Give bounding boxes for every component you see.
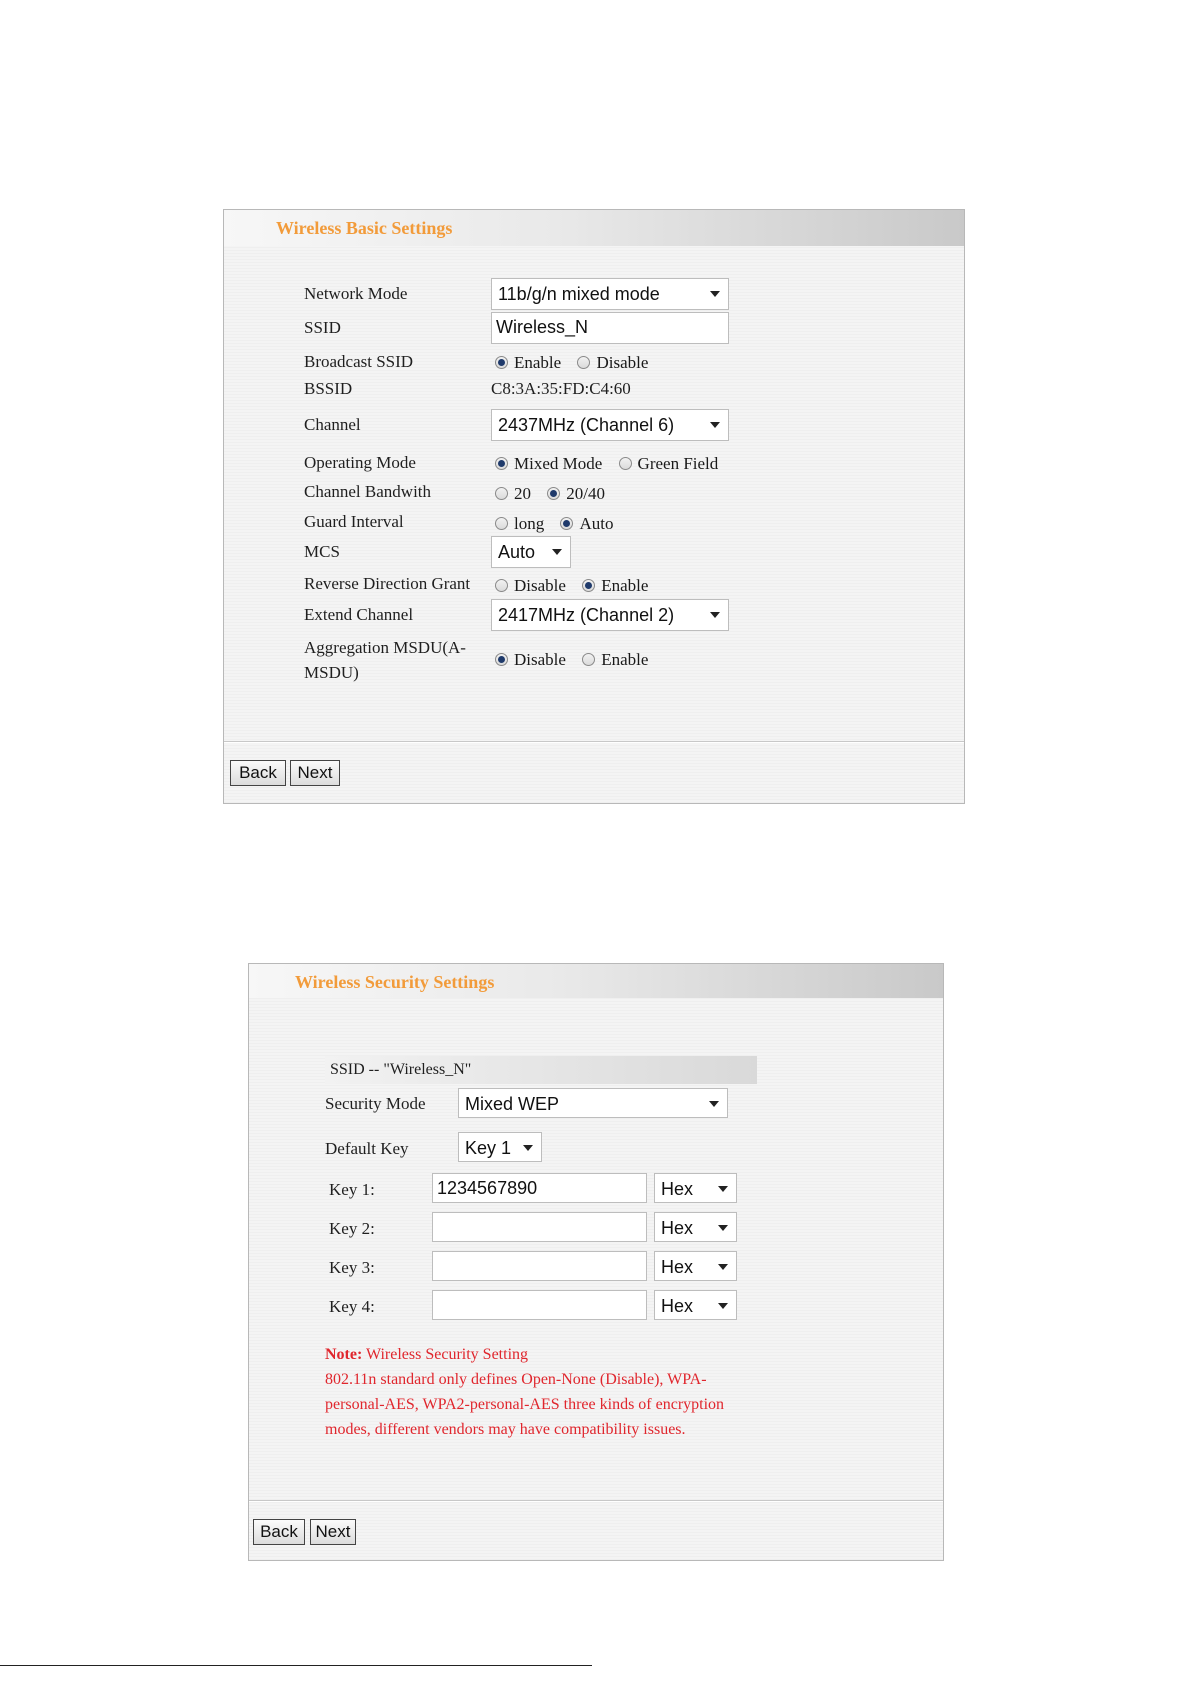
key4-input[interactable] <box>432 1290 647 1320</box>
chevron-down-icon <box>552 549 562 555</box>
network-mode-select[interactable] <box>491 278 729 310</box>
key4-label: Key 4: <box>329 1297 375 1316</box>
network-mode-label: Network Mode <box>304 284 408 303</box>
extend-channel-select[interactable] <box>491 599 729 631</box>
aggregation-msdu-label-line2: MSDU) <box>304 663 359 682</box>
channel-bandwidth-radio-group <box>495 484 617 504</box>
key1-format-value: Hex <box>661 1179 694 1199</box>
radio-icon[interactable] <box>495 487 508 500</box>
aggregation-disable-option[interactable] <box>495 650 566 670</box>
radio-selected-icon[interactable] <box>560 517 573 530</box>
radio-selected-icon[interactable] <box>495 457 508 470</box>
channel-bandwidth-label: Channel Bandwith <box>304 482 432 501</box>
radio-icon[interactable] <box>619 457 632 470</box>
broadcast-ssid-radio-group <box>495 353 660 373</box>
chevron-down-icon <box>718 1303 728 1309</box>
guard-interval-long-option[interactable] <box>495 514 544 534</box>
wireless-security-settings-panel <box>248 963 944 1561</box>
chevron-down-icon <box>710 291 720 297</box>
option-label: Disable <box>596 353 649 372</box>
bssid-value: C8:3A:35:FD:C4:60 <box>491 379 631 398</box>
next-button[interactable]: Next <box>310 1519 356 1545</box>
key2-input[interactable] <box>432 1212 647 1242</box>
note-label: Note: <box>325 1346 363 1363</box>
option-label: Enable <box>601 576 649 595</box>
note-heading: Wireless Security Setting <box>362 1346 529 1363</box>
radio-selected-icon[interactable] <box>495 653 508 666</box>
extend-channel-label: Extend Channel <box>304 605 414 624</box>
option-label: Enable <box>601 650 649 669</box>
key4-format-select[interactable] <box>654 1290 737 1320</box>
security-mode-value: Mixed WEP <box>465 1094 560 1114</box>
operating-mode-label: Operating Mode <box>304 453 416 472</box>
option-label: 20 <box>514 484 531 503</box>
security-mode-select[interactable] <box>458 1088 728 1118</box>
reverse-direction-grant-radio-group <box>495 576 660 596</box>
guard-interval-radio-group <box>495 514 625 534</box>
panel-title: Wireless Security Settings <box>295 972 495 992</box>
option-label: Enable <box>514 353 562 372</box>
key1-input[interactable]: 1234567890 <box>432 1173 647 1203</box>
option-label: Mixed Mode <box>514 454 603 473</box>
mcs-label: MCS <box>304 542 340 561</box>
panel-title: Wireless Basic Settings <box>276 218 453 238</box>
next-button[interactable]: Next <box>290 760 340 786</box>
rdg-enable-option[interactable] <box>582 576 648 596</box>
ssid-bar <box>325 1056 757 1084</box>
option-label: Auto <box>579 514 614 533</box>
option-label: long <box>514 514 545 533</box>
key3-format-select[interactable] <box>654 1251 737 1281</box>
page-footer-rule <box>0 1665 592 1666</box>
key2-label: Key 2: <box>329 1219 375 1238</box>
operating-mode-radio-group <box>495 454 730 474</box>
radio-icon[interactable] <box>495 517 508 530</box>
wireless-basic-settings-panel <box>223 209 965 804</box>
default-key-label: Default Key <box>325 1139 409 1158</box>
radio-selected-icon[interactable] <box>495 356 508 369</box>
radio-selected-icon[interactable] <box>582 579 595 592</box>
broadcast-ssid-disable-option[interactable] <box>577 353 648 373</box>
key2-format-select[interactable] <box>654 1212 737 1242</box>
radio-icon[interactable] <box>495 579 508 592</box>
chevron-down-icon <box>710 422 720 428</box>
security-mode-label: Security Mode <box>325 1094 426 1113</box>
security-note <box>325 1342 745 1442</box>
guard-interval-label: Guard Interval <box>304 512 404 531</box>
chevron-down-icon <box>718 1186 728 1192</box>
operating-mode-green-field-option[interactable] <box>619 454 719 474</box>
bssid-label: BSSID <box>304 379 353 398</box>
panel-header <box>249 964 943 998</box>
mcs-value: Auto <box>498 542 536 562</box>
key3-label: Key 3: <box>329 1258 375 1277</box>
extend-channel-value: 2417MHz (Channel 2) <box>498 605 675 625</box>
radio-selected-icon[interactable] <box>547 487 560 500</box>
aggregation-enable-option[interactable] <box>582 650 648 670</box>
divider <box>224 741 964 743</box>
note-line: personal-AES, WPA2-personal-AES three kinds of encryption <box>325 1396 725 1413</box>
back-button[interactable]: Back <box>230 760 286 786</box>
key3-input[interactable] <box>432 1251 647 1281</box>
channel-select[interactable] <box>491 409 729 441</box>
channel-label: Channel <box>304 415 361 434</box>
key2-format-value: Hex <box>661 1218 694 1238</box>
note-line: modes, different vendors may have compatibility issues. <box>325 1421 686 1438</box>
mcs-select[interactable] <box>491 536 571 568</box>
ssid-label: SSID <box>304 318 341 337</box>
key1-format-select[interactable] <box>654 1173 737 1203</box>
chevron-down-icon <box>718 1225 728 1231</box>
network-mode-value: 11b/g/n mixed mode <box>498 284 660 304</box>
aggregation-msdu-radio-group <box>495 650 660 670</box>
channel-value: 2437MHz (Channel 6) <box>498 415 675 435</box>
ssid-bar-text: SSID -- "Wireless_N" <box>330 1061 472 1078</box>
panel-header <box>224 210 964 246</box>
channel-bandwidth-20-option[interactable] <box>495 484 531 504</box>
radio-icon[interactable] <box>577 356 590 369</box>
back-button[interactable]: Back <box>253 1519 305 1545</box>
chevron-down-icon <box>523 1145 533 1151</box>
guard-interval-auto-option[interactable] <box>560 514 613 534</box>
rdg-disable-option[interactable] <box>495 576 566 596</box>
divider <box>249 1500 943 1502</box>
key4-format-value: Hex <box>661 1296 694 1316</box>
aggregation-msdu-label-line1: Aggregation MSDU(A- <box>304 638 466 657</box>
key1-label: Key 1: <box>329 1180 375 1199</box>
broadcast-ssid-enable-option[interactable] <box>495 353 561 373</box>
option-label: 20/40 <box>566 484 605 503</box>
broadcast-ssid-label: Broadcast SSID <box>304 352 414 371</box>
option-label: Disable <box>514 650 566 669</box>
option-label: Disable <box>514 576 566 595</box>
radio-icon[interactable] <box>582 653 595 666</box>
channel-bandwidth-20-40-option[interactable] <box>547 484 605 504</box>
operating-mode-mixed-option[interactable] <box>495 454 602 474</box>
key3-format-value: Hex <box>661 1257 694 1277</box>
aggregation-msdu-label <box>304 635 466 685</box>
default-key-value: Key 1 <box>465 1138 512 1158</box>
chevron-down-icon <box>709 1101 719 1107</box>
option-label: Green Field <box>637 454 719 473</box>
chevron-down-icon <box>710 612 720 618</box>
reverse-direction-grant-label: Reverse Direction Grant <box>304 574 471 593</box>
default-key-select[interactable] <box>458 1132 542 1162</box>
chevron-down-icon <box>718 1264 728 1270</box>
ssid-input[interactable]: Wireless_N <box>491 312 729 344</box>
note-line: 802.11n standard only defines Open-None (Disable), WPA- <box>325 1371 707 1388</box>
